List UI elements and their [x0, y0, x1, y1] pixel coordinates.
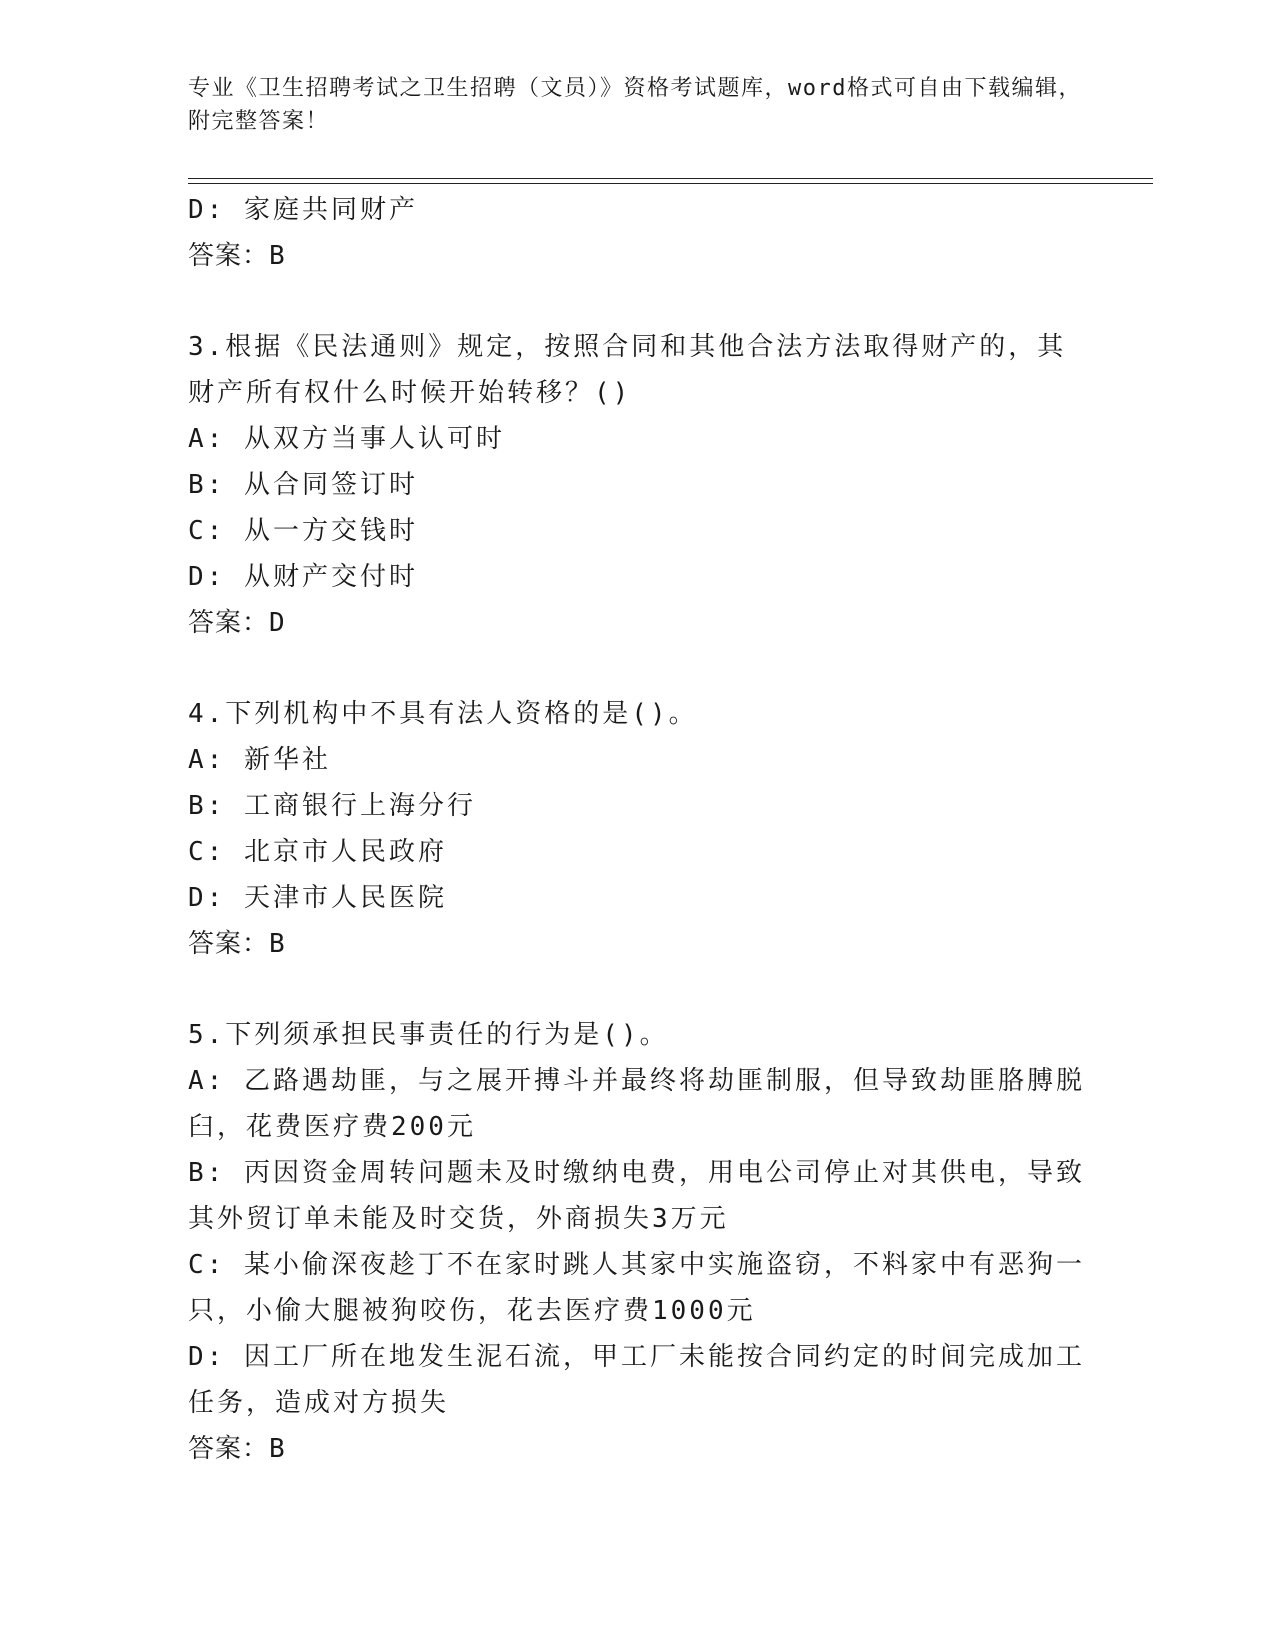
- answer-line: [188, 921, 1088, 967]
- question-3: [188, 324, 1088, 646]
- option-c: C: 从一方交钱时: [188, 516, 418, 546]
- previous-question-tail: [188, 187, 1088, 279]
- answer-line: [188, 1426, 1088, 1472]
- question-content: [188, 187, 1088, 1472]
- spacer: [188, 967, 1088, 1012]
- option-b: B: 从合同签订时: [188, 470, 418, 500]
- answer-value: D: [269, 608, 286, 638]
- header-text: 专业《卫生招聘考试之卫生招聘（文员）》资格考试题库，word格式可自由下载编辑，附完整答案！: [188, 76, 1082, 134]
- spacer: [188, 646, 1088, 691]
- option-c: C: 某小偷深夜趁丁不在家时跳人其家中实施盗窃，不料家中有恶狗一只，小偷大腿被狗咬伤，花去医疗费1000元: [188, 1250, 1085, 1326]
- answer-value: B: [269, 241, 286, 271]
- answer-label: 答案：: [188, 1434, 270, 1464]
- option-b: B: 工商银行上海分行: [188, 791, 476, 821]
- page-header: [188, 72, 1088, 138]
- option-d: D: 从财产交付时: [188, 562, 418, 592]
- question-stem: 4.下列机构中不具有法人资格的是()。: [188, 699, 698, 729]
- answer-label: 答案：: [188, 241, 270, 271]
- question-4: [188, 691, 1088, 967]
- option-c: C: 北京市人民政府: [188, 837, 447, 867]
- answer-label: 答案：: [188, 929, 270, 959]
- option-a: A: 乙路遇劫匪，与之展开搏斗并最终将劫匪制服，但导致劫匪胳膊脱臼，花费医疗费200元: [188, 1066, 1085, 1142]
- answer-line: [188, 233, 1088, 279]
- option-b: B: 丙因资金周转问题未及时缴纳电费，用电公司停止对其供电，导致其外贸订单未能及时交货，外商损失3万元: [188, 1158, 1085, 1234]
- option-d: D: 因工厂所在地发生泥石流，甲工厂未能按合同约定的时间完成加工任务，造成对方损失: [188, 1342, 1085, 1418]
- option-d: D: 家庭共同财产: [188, 195, 418, 225]
- answer-value: B: [269, 1434, 286, 1464]
- answer-label: 答案：: [188, 608, 270, 638]
- header-divider-secondary: [188, 183, 1153, 184]
- option-a: A: 新华社: [188, 745, 331, 775]
- question-5: [188, 1012, 1088, 1472]
- header-divider: [188, 178, 1153, 179]
- option-d: D: 天津市人民医院: [188, 883, 447, 913]
- question-stem: 5.下列须承担民事责任的行为是()。: [188, 1020, 669, 1050]
- answer-value: B: [269, 929, 286, 959]
- option-a: A: 从双方当事人认可时: [188, 424, 505, 454]
- question-stem: 3.根据《民法通则》规定，按照合同和其他合法方法取得财产的，其财产所有权什么时候开始转移？(): [188, 332, 1067, 408]
- spacer: [188, 279, 1088, 324]
- answer-line: [188, 600, 1088, 646]
